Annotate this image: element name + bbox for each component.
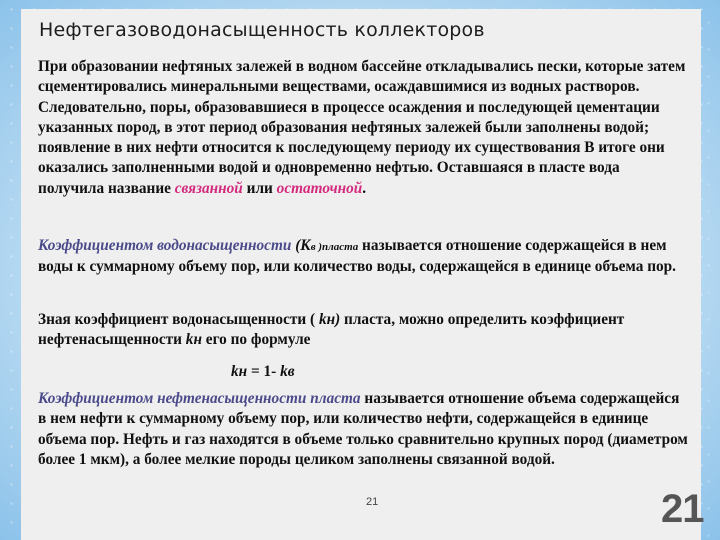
formula-var: kв [280,363,295,380]
term-residual: остаточной [276,179,363,197]
formula [231,363,295,381]
symbol-kn: kн) [318,311,341,328]
slide-title: Нефтегазоводонасыщенность коллекторов [39,19,485,41]
formula-lhs: kн [231,363,248,380]
page-number-large: 21 [661,487,704,531]
slide-panel [21,9,704,540]
oil-determination-text-a: Зная коэффициент водонасыщенности ( [38,311,319,328]
oil-determination-text-c: его по формуле [201,331,311,349]
term-water-saturation: Коэффициентом водонасыщенности [38,237,292,254]
symbol-kn-2: kн [185,331,202,349]
intro-end: . [362,179,367,197]
symbol-kv-sub: в )пласта [310,241,359,253]
term-oil-saturation: Коэффициентом нефтенасыщенности [38,390,307,407]
page-number-small: 21 [366,496,379,508]
water-saturation-text: называется отношение содержащейся в нем воды к суммарному объему пор, или количество воды, содержащейся в единице объема пор. [38,237,677,276]
intro-text: При образовании нефтяных залежей в водном бассейне откладывались пески, которые затем сцементировались минеральными веществами, осаждавшимися из водных растворов. Следовательно, поры, образовавшиеся в процессе осаждения и последующей цементации указанных пород, в этот период образования нефтяных залежей были заполнены водой; появление в них нефти относится к последующему периоду их существования В итоге они оказались заполненными водой и одновременно нефтью. Оставшаяся в пласте вода получила название [38,58,686,197]
paragraph-oil-determination [38,310,689,351]
term-oil-saturation-b: пласта [306,390,361,407]
formula-rhs: = 1- [247,363,281,380]
symbol-kv-open: (К [291,237,311,254]
oil-saturation-text: называется отношение объема содержащейся в нем нефти к суммарному объему пор, или количество нефти, содержащейся в единице объема пор. Нефть и газ находятся в объеме только сравнительно крупных пород (диаметром более 1 мкм), а более мелкие породы целиком заполнены связанной водой. [38,390,688,468]
paragraph-intro [38,57,689,199]
term-bound: связанной [174,179,243,197]
oil-determination-text-b: пласта, можно определить коэффициент нефтенасыщенности [38,311,625,349]
paragraph-oil-saturation [38,389,689,470]
paragraph-water-saturation [38,236,689,278]
intro-or: или [242,179,277,197]
